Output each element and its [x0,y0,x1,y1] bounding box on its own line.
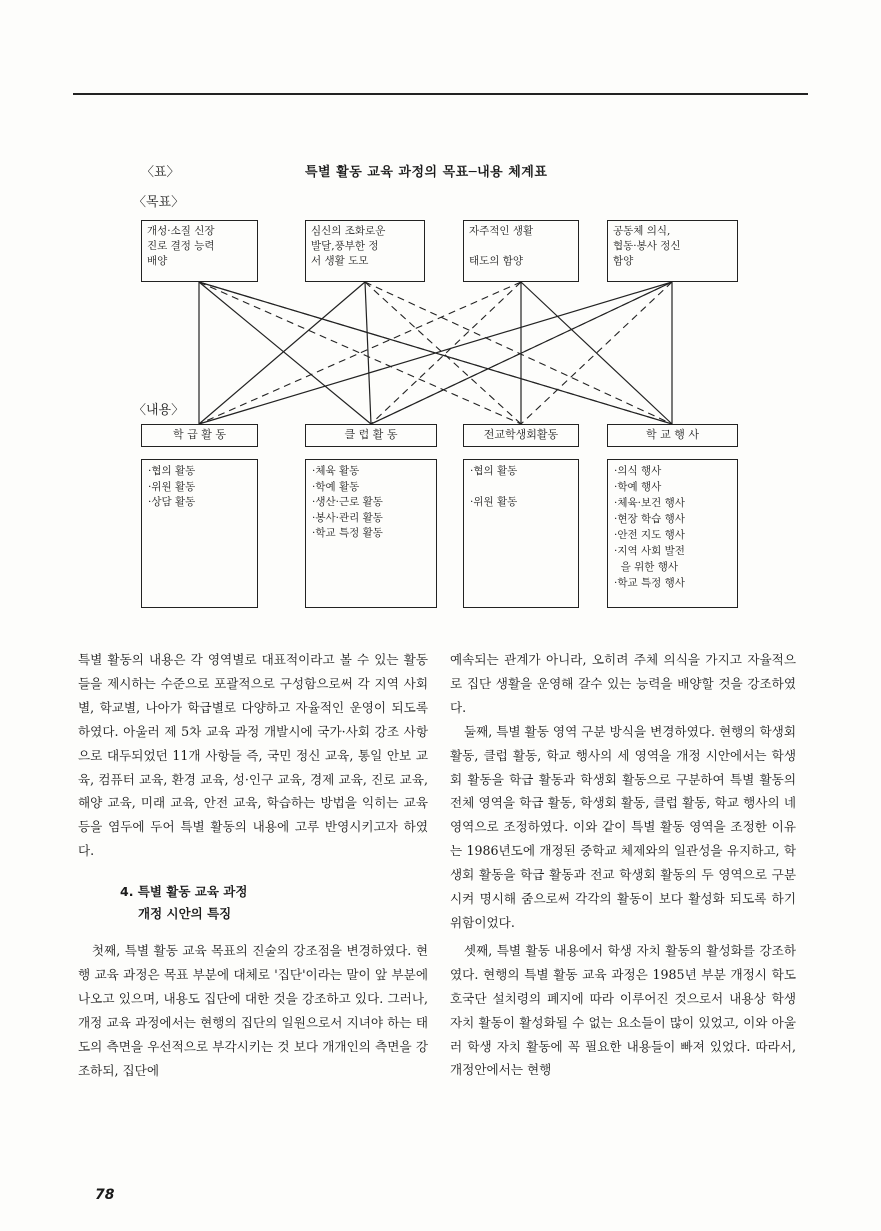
goal-2-line-2: 발달,풍부한 정 [311,240,379,252]
area-club-activity: 클 럽 활 동 [305,424,437,447]
section-heading-line-2: 개정 시안의 특징 [138,906,232,922]
section-heading [78,881,428,925]
content-box-1 [141,459,258,608]
goal-box-3 [463,220,579,282]
page-number: 78 [95,1187,115,1203]
dashed-connector-2-3 [365,282,521,424]
left-paragraph-1: 특별 활동의 내용은 각 영역별로 대표적이라고 볼 수 있는 활동들을 제시하는 수준으로 포괄적으로 구성함으로써 각 지역 사회별, 학교별, 나아가 학급별로 다양하고 자율적인 운영이 되도록 하였다. 아울러 제 5차 교육 과정 개발시에 국가·사회 강조 사항으로 대두되었던 11개 사항들 즉, 국민 정신 교육, 통일 안보 교육, 컴퓨터 교육, 환경 교육, 성·인구 교육, 경제 교육, 진로 교육, 해양 교육, 미래 교육, 안전 교육, 학습하는 방법을 익히는 교육 등을 염두에 두어 특별 활동의 내용에 고루 반영시키고자 하였다. [78,652,428,859]
content-box-4 [607,459,738,608]
content-2-item-2: ·학예 활동 [312,480,360,493]
goal-4-line-3: 함양 [613,255,634,267]
goal-4-line-1: 공동체 의식, [613,225,671,237]
content-4-item-4: ·현장 학습 행사 [614,513,685,525]
content-4-item-8: ·학교 특정 행사 [614,577,685,589]
goal-4-line-2: 협동·봉사 정신 [613,240,681,252]
goal-box-1 [141,220,258,282]
table-label: 〈표〉 [141,165,180,180]
content-2-item-3: ·생산·근로 활동 [312,496,383,508]
section-heading-line-1: 4. 특별 활동 교육 과정 [120,884,248,900]
content-3-item-2 [470,480,572,496]
content-4-item-5: ·안전 지도 행사 [614,529,685,541]
area-class-activity: 학 급 활 동 [141,424,258,447]
content-4-item-7: 을 위한 행사 [614,561,679,573]
right-paragraph-2: 둘째, 특별 활동 영역 구분 방식을 변경하였다. 현행의 학생회 활동, 클럽 활동, 학교 행사의 세 영역을 개정 시안에서는 학생회 활동을 학급 활동과 학생회 활동으로 구분하여 특별 활동의 전체 영역을 학급 활동, 학생회 활동, 클럽 활동, 학교 행사의 네 영역으로 조정하였다. 이와 같이 특별 활동 영역을 조정한 이유는 1986년도에 개정된 중학교 체제와의 일관성을 유지하고, 학생회 활동을 학급 활동과 전교 학생회 활동의 두 영역으로 구분시켜 명시해 줌으로써 각각의 활동이 보다 활성화 되도록 하기 위함이었다. [450,723,796,930]
content-1-item-2: ·위원 활동 [148,480,196,493]
goal-box-4 [607,220,738,282]
area-student-council: 전교학생회활동 [463,424,579,447]
goal-3-line-1: 자주적인 생활 [469,225,534,237]
goal-3-line-2 [469,239,573,254]
content-2-item-1: ·체육 활동 [312,465,360,477]
goal-box-2 [305,220,425,282]
right-column [450,648,796,1082]
contents-label: 〈내용〉 [133,403,185,418]
content-4-item-3: ·체육·보건 행사 [614,497,685,509]
content-2-item-4: ·봉사·관리 활동 [312,511,383,524]
content-3-item-3: ·위원 활동 [470,496,518,508]
content-3-item-1: ·협의 활동 [470,465,518,477]
content-4-item-2: ·학예 행사 [614,481,662,493]
goal-3-line-3: 태도의 함양 [469,255,524,267]
right-paragraph-1: 예속되는 관계가 아니라, 오히려 주체 의식을 가지고 자율적으로 집단 생활을 운영해 갈수 있는 능력을 배양할 것을 강조하였다. [450,652,796,715]
left-paragraph-2: 첫째, 특별 활동 교육 목표의 진술의 강조점을 변경하였다. 현행 교육 과정은 목표 부분에 대체로 '집단'이라는 말이 앞 부분에 나오고 있으며, 내용도 집단에 대한 것을 강조하고 있다. 그러나, 개정 교육 과정에서는 현행의 집단의 일원으로서 지녀야 하는 태도의 측면을 우선적으로 부각시키는 것 보다 개개인의 측면을 강조하되, 집단에 [78,943,428,1078]
content-4-item-1: ·의식 행사 [614,465,662,477]
content-1-item-3: ·상담 활동 [148,496,196,508]
solid-connector-3-4 [521,282,672,424]
area-school-events: 학 교 행 사 [607,424,738,447]
goals-label: 〈목표〉 [133,195,185,210]
left-column [78,648,428,1083]
right-paragraph-3: 셋째, 특별 활동 내용에서 학생 자치 활동의 활성화를 강조하였다. 현행의 특별 활동 교육 과정은 1985년 부분 개정시 학도호국단 설치령의 폐지에 따라 이루어진 것으로서 내용상 학생 자치 활동이 활성화될 수 없는 요소들이 많이 있었고, 이와 아울러 학생 자치 활동에 꼭 필요한 내용들이 빠져 있었다. 따라서, 개정안에서는 현행 [450,942,796,1078]
dashed-connector-3-2 [371,282,521,424]
solid-connector-2-2 [365,282,371,424]
goal-1-line-1: 개성·소질 신장 [147,225,215,237]
goal-1-line-3: 배양 [147,255,168,267]
figure-title: 특별 활동 교육 과정의 목표─내용 체계표 [305,165,548,180]
content-box-2 [305,459,437,608]
content-1-item-1: ·협의 활동 [148,465,196,477]
goal-1-line-2: 진로 결정 능력 [147,240,215,252]
content-box-3 [463,459,579,608]
content-2-item-5: ·학교 특정 활동 [312,527,383,539]
goal-2-line-1: 심신의 조화로운 [311,225,386,237]
content-4-item-6: ·지역 사회 발전 [614,545,685,557]
goal-2-line-3: 서 생활 도모 [311,255,369,267]
